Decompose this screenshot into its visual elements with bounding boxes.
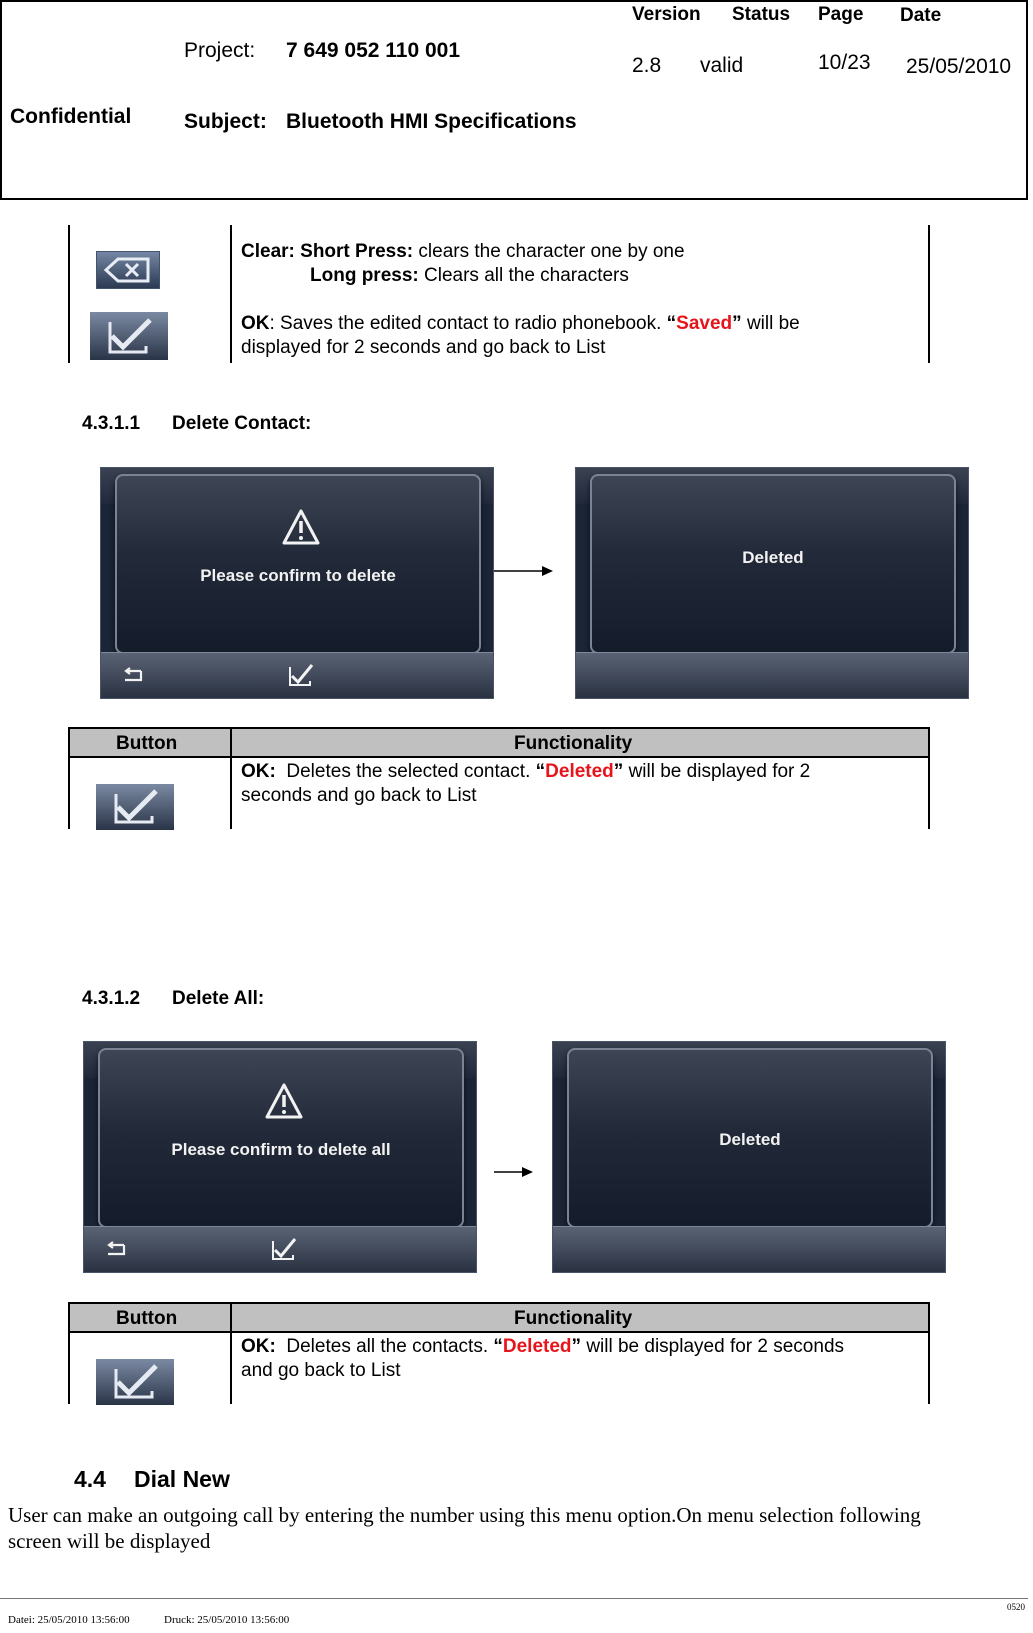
section-431-title: Delete Contact: [172, 413, 312, 434]
deleted-screenshot [575, 467, 969, 699]
ok-text-3: displayed for 2 seconds and go back to List [241, 337, 606, 358]
desc-text-2: will be displayed for 2 seconds [586, 1336, 845, 1357]
version-status-cell [622, 2, 812, 105]
ok-description-line2 [241, 336, 605, 360]
section-432-title: Delete All: [172, 988, 265, 1009]
delete-contact-desc-line2 [241, 784, 477, 808]
ok-icon [96, 1359, 174, 1405]
table-header [68, 1302, 930, 1333]
table-border-left [68, 727, 70, 829]
clear-description-line1 [241, 240, 685, 264]
confirm-delete-all-message: Please confirm to delete all [171, 1140, 391, 1159]
footer-druck: Druck: 25/05/2010 13:56:00 [164, 1614, 290, 1626]
warning-icon [264, 1082, 304, 1120]
footer-code: 0520 [1007, 1602, 1025, 1612]
clear-title: Clear: [241, 241, 295, 262]
deleted-all-screenshot [552, 1041, 946, 1273]
back-arrow-icon [121, 667, 143, 685]
section-44-body-line1: User can make an outgoing call by entering the number using this menu option.On menu selection following [8, 1503, 921, 1527]
page-label: Page [818, 4, 864, 25]
back-arrow-icon [104, 1241, 126, 1259]
ok-quote-close: ” [732, 313, 742, 334]
right-arrow-icon [494, 564, 554, 578]
table-border-mid [230, 225, 232, 363]
clear-description-line2 [310, 264, 629, 288]
right-arrow-icon [494, 1165, 534, 1179]
quote-close: ” [613, 761, 624, 782]
subject-value: Bluetooth HMI Specifications [286, 110, 577, 133]
delete-all-desc-line2 [241, 1359, 401, 1383]
section-44-title: Dial New [134, 1466, 230, 1492]
page-value: 10/23 [818, 51, 871, 74]
ok-label: OK [241, 313, 270, 334]
project-number: 7 649 052 110 001 [286, 39, 461, 62]
warning-icon [281, 508, 321, 546]
subject-cell [176, 105, 622, 198]
quote-open: “ [535, 761, 546, 782]
ok-text-2: will be [746, 313, 800, 334]
section-431-number: 4.3.1.1 [82, 413, 141, 434]
confirm-delete-all-screenshot [83, 1041, 477, 1273]
ok-icon [96, 784, 174, 830]
delete-all-desc-line1 [241, 1335, 844, 1359]
section-44-number: 4.4 [74, 1466, 106, 1492]
table-border-right [928, 1302, 930, 1404]
version-label: Version [632, 4, 701, 25]
confidential-cell [2, 2, 176, 198]
table-divider [230, 727, 232, 829]
ok-label: OK: [241, 761, 276, 782]
section-432-number: 4.3.1.2 [82, 988, 141, 1009]
clear-short-label: Short Press: [300, 241, 414, 262]
confirm-delete-screenshot [100, 467, 494, 699]
quote-close: ” [571, 1336, 582, 1357]
desc-text-1: Deletes the selected contact. [286, 761, 531, 782]
table-border-left [68, 1302, 70, 1404]
ok-check-icon [284, 661, 316, 689]
date-label: Date [900, 5, 942, 26]
delete-contact-desc-line1 [241, 760, 810, 784]
table-divider [230, 1302, 232, 1404]
ok-quote-open: “ [666, 313, 677, 334]
col-functionality: Functionality [514, 733, 633, 754]
col-button: Button [116, 1308, 178, 1329]
clear-short-text: clears the character one by one [418, 241, 685, 262]
deleted-message: Deleted [742, 548, 804, 567]
page-cell [812, 2, 892, 105]
ok-icon [90, 312, 168, 360]
document-header [0, 0, 1028, 200]
table-header [68, 727, 930, 758]
confirm-delete-message: Please confirm to delete [200, 566, 396, 585]
ok-check-icon [267, 1235, 299, 1263]
table-border-right [928, 727, 930, 829]
date-value: 25/05/2010 [906, 55, 1012, 78]
ok-text-1: : Saves the edited contact to radio phonebook. [269, 313, 662, 334]
desc-text-3: and go back to List [241, 1360, 401, 1381]
confidential-label: Confidential [10, 105, 132, 128]
footer-datei: Datei: 25/05/2010 13:56:00 [8, 1614, 130, 1626]
empty-cell [622, 105, 892, 198]
col-functionality: Functionality [514, 1308, 633, 1329]
deleted-word: Deleted [502, 1336, 572, 1357]
status-value: valid [700, 54, 744, 77]
clear-long-text: Clears all the characters [424, 265, 629, 286]
clear-icon [96, 251, 160, 289]
clear-long-label: Long press: [310, 265, 419, 286]
col-button: Button [116, 733, 178, 754]
date-cell [892, 2, 1026, 105]
version-value: 2.8 [632, 54, 662, 77]
footer-rule [0, 1598, 1028, 1599]
desc-text-1: Deletes all the contacts. [286, 1336, 489, 1357]
desc-text-2: will be displayed for 2 [628, 761, 811, 782]
project-label: Project: [184, 39, 256, 62]
status-label: Status [732, 4, 791, 25]
project-cell [176, 2, 622, 105]
subject-label: Subject: [184, 110, 267, 133]
desc-text-3: seconds and go back to List [241, 785, 477, 806]
table-border-left [68, 225, 70, 363]
deleted-all-message: Deleted [719, 1130, 781, 1149]
ok-saved-word: Saved [676, 313, 733, 334]
section-44-body-line2: screen will be displayed [8, 1529, 211, 1553]
ok-label: OK: [241, 1336, 276, 1357]
table-border-right [928, 225, 930, 363]
ok-description-line1 [241, 312, 800, 336]
quote-open: “ [493, 1336, 503, 1357]
deleted-word: Deleted [545, 761, 614, 782]
